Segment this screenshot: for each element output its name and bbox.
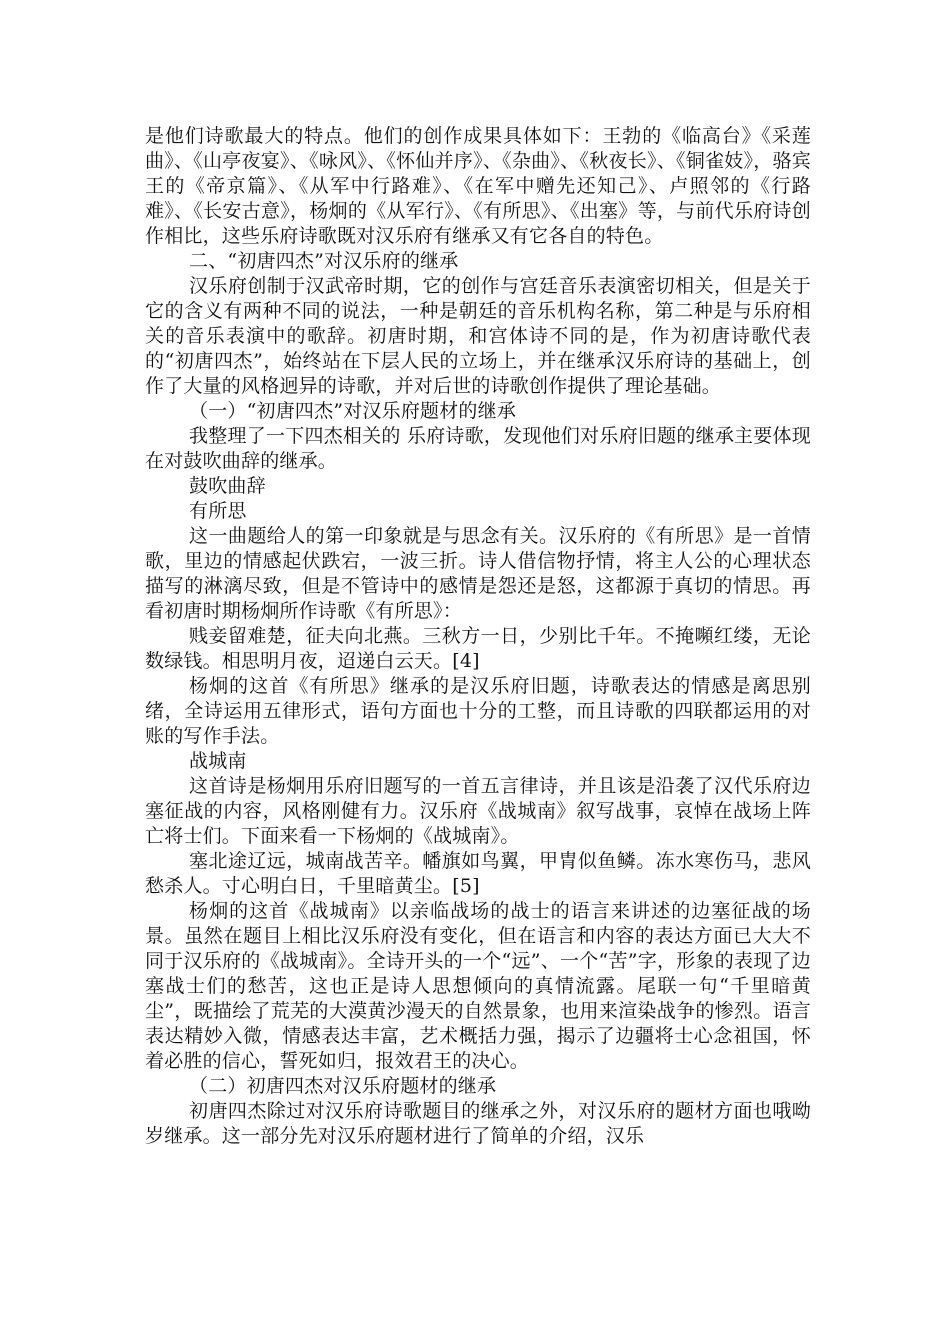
poem-you-suo-si: 贱妾留难楚，征夫向北燕。三秋方一日，少别比千年。不掩嚬红缕，无论数绿钱。相思明月夜，迢递白云天。[4] bbox=[145, 625, 811, 672]
heading-you-suo-si: 有所思 bbox=[189, 500, 247, 522]
paragraph-zhan-cheng-nan-intro: 这首诗是杨炯用乐府旧题写的一首五言律诗，并且该是沿袭了汉代乐府边塞征战的内容，风格刚健有力。汉乐府《战城南》叙写战事，哀悼在战场上阵亡将士们。下面来看一下杨炯的《战城南》。 bbox=[145, 775, 811, 847]
paragraph-you-suo-si-analysis: 杨炯的这首《有所思》继承的是汉乐府旧题，诗歌表达的情感是离思别绪，全诗运用五律形式，语句方面也十分的工整，而且诗歌的四联都运用的对账的写作手法。 bbox=[145, 675, 811, 747]
subsection-heading-subject-matter-2: （二）初唐四杰对汉乐府题材的继承 bbox=[189, 1075, 497, 1097]
paragraph-you-suo-si-intro: 这一曲题给人的第一印象就是与思念有关。汉乐府的《有所思》是一首情歌，里边的情感起伏跌宕，一波三折。诗人借信物抒情，将主人公的心理状态描写的淋漓尽致，但是不管诗中的感情是怨还是怒，这都源于真切的情思。再看初唐时期杨炯所作诗歌《有所思》： bbox=[145, 525, 811, 622]
paragraph-subject-matter-continued: 初唐四杰除过对汉乐府诗歌题目的继承之外，对汉乐府的题材方面也哦呦岁继承。这一部分先对汉乐府题材进行了简单的介绍，汉乐 bbox=[145, 1100, 811, 1147]
paragraph-intro-list: 是他们诗歌最大的特点。他们的创作成果具体如下：王勃的《临高台》《采莲曲》、《山亭夜宴》、《咏风》、《怀仙并序》、《杂曲》、《秋夜长》、《铜雀妓》，骆宾王的《帝京篇》、《从军中行路难》、《在军中赠先还知己》、卢照邻的《行路难》、《长安古意》，杨炯的《从军行》、《有所思》、《出塞》等，与前代乐府诗创作相比，这些乐府诗歌既对汉乐府有继承又有它各自的特色。 bbox=[145, 125, 811, 247]
heading-guchui-quci: 鼓吹曲辞 bbox=[189, 475, 266, 497]
section-heading-inheritance: 二、“初唐四杰”对汉乐府的继承 bbox=[189, 250, 459, 272]
paragraph-han-yuefu-origin: 汉乐府创制于汉武帝时期，它的创作与宫廷音乐表演密切相关，但是关于它的含义有两种不同的说法，一种是朝廷的音乐机构名称，第二种是与乐府相关的音乐表演中的歌辞。初唐时期，和宫体诗不同的是，作为初唐诗歌代表的“初唐四杰”，始终站在下层人民的立场上，并在继承汉乐府诗的基础上，创作了大量的风格迥异的诗歌，并对后世的诗歌创作提供了理论基础。 bbox=[145, 275, 811, 397]
paragraph-guchui-summary: 我整理了一下四杰相关的 乐府诗歌，发现他们对乐府旧题的继承主要体现在对鼓吹曲辞的继承。 bbox=[145, 425, 811, 472]
paragraph-zhan-cheng-nan-analysis: 杨炯的这首《战城南》以亲临战场的战士的语言来讲述的边塞征战的场景。虽然在题目上相比汉乐府没有变化，但在语言和内容的表达方面已大大不同于汉乐府的《战城南》。全诗开头的一个“远”、一个“苦”字，形象的表现了边塞战士们的愁苦，这也正是诗人思想倾向的真情流露。尾联一句“千里暗黄尘”，既描绘了荒芜的大漠黄沙漫天的自然景象，也用来渲染战争的惨烈。语言表达精妙入微，情感表达丰富，艺术概括力强，揭示了边疆将士心念祖国，怀着必胜的信心，誓死如归，报效君王的决心。 bbox=[145, 900, 811, 1072]
subsection-heading-subject-matter-1: （一）“初唐四杰”对汉乐府题材的继承 bbox=[189, 400, 517, 422]
heading-zhan-cheng-nan: 战城南 bbox=[189, 750, 247, 772]
document-body bbox=[145, 124, 811, 1149]
poem-zhan-cheng-nan: 塞北途辽远，城南战苦辛。幡旗如鸟翼，甲胄似鱼鳞。冻水寒伤马，悲风愁杀人。寸心明白日，千里暗黄尘。[5] bbox=[145, 850, 811, 897]
